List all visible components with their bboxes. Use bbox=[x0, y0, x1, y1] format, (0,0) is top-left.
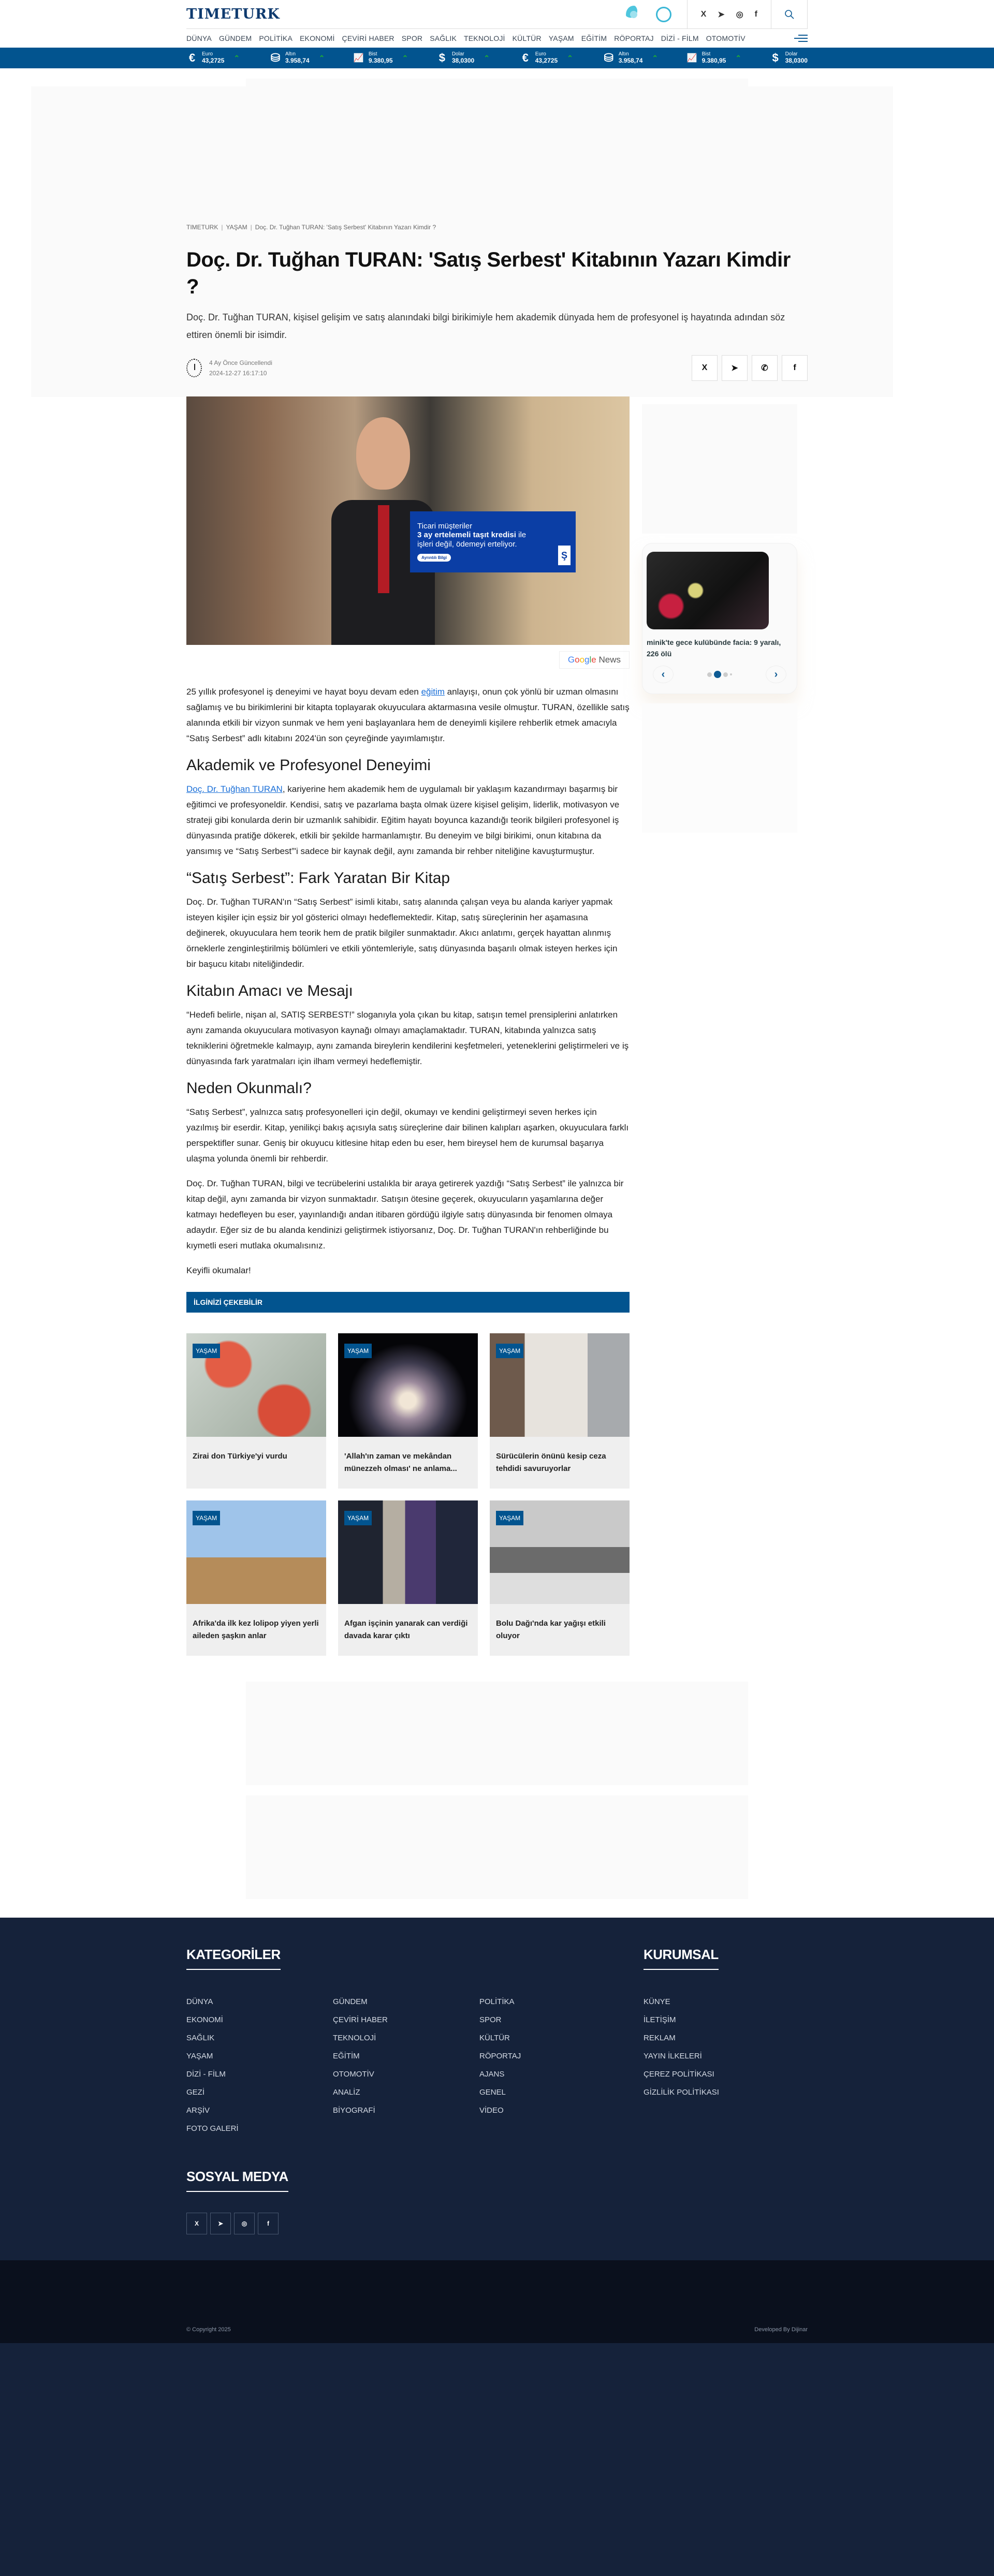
breadcrumb-separator: | bbox=[250, 224, 252, 231]
main-columns bbox=[186, 396, 808, 1656]
menu-icon-bar bbox=[794, 38, 808, 39]
slider-dot-active[interactable] bbox=[714, 671, 721, 678]
sidebar-ad-slot bbox=[642, 404, 797, 534]
footer-heading: KURUMSAL bbox=[644, 1947, 719, 1970]
ticker-item-altin bbox=[603, 51, 681, 65]
trend-up-icon: ⌃ bbox=[652, 53, 659, 62]
section-heading: Neden Okunmalı? bbox=[186, 1080, 312, 1097]
euro-icon: € bbox=[188, 51, 196, 64]
ad-details-button[interactable]: Ayrıntılı Bilgi bbox=[417, 554, 451, 562]
footer-link[interactable]: ANALİZ bbox=[333, 2088, 360, 2097]
ticker-value: 38,0300 bbox=[451, 56, 475, 64]
telegram-icon[interactable]: ➤ bbox=[718, 10, 725, 19]
nav-item-gundem[interactable]: GÜNDEM bbox=[218, 34, 252, 42]
gold-icon: ⛁ bbox=[270, 51, 281, 64]
ad-line-bold: 3 ay ertelemeli taşıt kredisi bbox=[417, 531, 516, 539]
footer-link[interactable]: EĞİTİM bbox=[333, 2052, 360, 2060]
card-image bbox=[490, 1333, 630, 1437]
slider-dot[interactable] bbox=[723, 672, 728, 677]
telegram-icon: ➤ bbox=[731, 364, 738, 373]
footer-link[interactable]: GÜNDEM bbox=[333, 1997, 368, 2006]
nav-item-politika[interactable]: POLİTİKA bbox=[259, 34, 293, 42]
footer-link[interactable]: YAŞAM bbox=[186, 2052, 213, 2060]
ticker-value: 3.958,74 bbox=[285, 56, 310, 64]
inline-banner-ad[interactable] bbox=[410, 511, 576, 572]
slider-dot[interactable] bbox=[730, 673, 732, 675]
instagram-icon[interactable]: ◎ bbox=[736, 10, 743, 19]
tv-channel-logo[interactable] bbox=[656, 7, 671, 22]
facebook-icon[interactable]: f bbox=[754, 9, 757, 19]
author-link[interactable]: Doç. Dr. Tuğhan TURAN bbox=[186, 784, 283, 794]
slider-dots bbox=[707, 671, 732, 678]
related-grid bbox=[186, 1333, 630, 1656]
share-telegram-button[interactable] bbox=[722, 355, 748, 381]
nav-item-ceviri-haber[interactable]: ÇEVİRİ HABER bbox=[342, 34, 394, 42]
card-title: 'Allah'ın zaman ve mekândan münezzeh olması' ne anlama... bbox=[344, 1452, 457, 1473]
site-footer bbox=[0, 1918, 994, 2576]
footer-link[interactable]: ÇEREZ POLİTİKASI bbox=[644, 2070, 714, 2079]
trend-up-icon: ⌃ bbox=[567, 53, 573, 62]
footer-social bbox=[186, 2169, 808, 2234]
footer-link[interactable]: GİZLİLİK POLİTİKASI bbox=[644, 2088, 719, 2097]
section-heading: “Satış Serbest”: Fark Yaratan Bir Kitap bbox=[186, 870, 450, 887]
card-title: Zirai don Türkiye'yi vurdu bbox=[193, 1452, 287, 1461]
related-card[interactable] bbox=[338, 1500, 478, 1656]
copyright: © Copyright 2025 bbox=[186, 2327, 231, 2333]
card-title: Sürücülerin önünü kesip ceza tehdidi savuruyorlar bbox=[496, 1452, 606, 1473]
card-title: Afgan işçinin yanarak can verdiği davada karar çıktı bbox=[344, 1619, 468, 1640]
footer-link[interactable]: AJANS bbox=[479, 2070, 505, 2079]
ticker-name: Bist bbox=[701, 51, 711, 57]
chart-icon: 📈 bbox=[686, 54, 697, 63]
paragraph: Doç. Dr. Tuğhan TURAN, kariyerine hem akademik hem de uygulamalı bir yaklaşım kazandırmayı başarmış bir eğitimci ve profesyoneldir. Kendisi, satış ve pazarlama başta olmak üzere kişisel gelişim, liderlik, motivasyon ve strateji gibi konularda derin bir uzmanlık sahibidir. Eğitim hayatı boyunca kazandığı teorik bilgileri profesyonel iş dünyasında pratiğe dökerek, etkili bir şekilde harmanlamıştır. Bu deneyim ve bilgi birikimi, onun kitabına da yansımış ve “Satış Serbest”'i sadece bir kaynak değil, aynı zamanda bir rehber niteliğine kavuşturmuştur. bbox=[186, 784, 620, 856]
card-image bbox=[490, 1500, 630, 1604]
footer-corporate bbox=[644, 1947, 799, 2138]
footer-link[interactable]: POLİTİKA bbox=[479, 1997, 515, 2006]
footer-main bbox=[0, 1918, 994, 2260]
footer-link[interactable]: İLETİŞİM bbox=[644, 2015, 676, 2024]
article-content bbox=[186, 396, 630, 1656]
related-card[interactable] bbox=[186, 1333, 326, 1489]
ticker-name: Euro bbox=[202, 51, 213, 57]
footer-heading: SOSYAL MEDYA bbox=[186, 2169, 288, 2192]
footer-link[interactable]: VİDEO bbox=[479, 2106, 504, 2115]
footer-link[interactable]: ARŞİV bbox=[186, 2106, 210, 2115]
breadcrumb-separator: | bbox=[221, 224, 223, 231]
bottom-ad-slot-1 bbox=[246, 1682, 748, 1785]
slider-prev-button[interactable] bbox=[653, 666, 674, 683]
footer-categories bbox=[186, 1947, 644, 2138]
footer-facebook-button[interactable] bbox=[258, 2213, 279, 2234]
ad-line: Ticari müşteriler bbox=[417, 522, 473, 531]
footer-link[interactable]: YAYIN İLKELERİ bbox=[644, 2052, 702, 2060]
content-container bbox=[186, 79, 808, 1909]
footer-link[interactable]: OTOMOTİV bbox=[333, 2070, 374, 2079]
ticker-value: 43,2725 bbox=[535, 56, 558, 64]
ticker-value: 3.958,74 bbox=[618, 56, 643, 64]
nav-item-kultur[interactable]: KÜLTÜR bbox=[512, 34, 542, 42]
search-button[interactable] bbox=[771, 0, 808, 28]
related-card[interactable] bbox=[338, 1333, 478, 1489]
category-badge: YAŞAM bbox=[496, 1344, 523, 1358]
related-heading: İLGİNİZİ ÇEKEBİLİR bbox=[186, 1292, 630, 1313]
x-icon: X bbox=[194, 2220, 199, 2227]
category-badge: YAŞAM bbox=[344, 1344, 372, 1358]
share-facebook-button[interactable] bbox=[782, 355, 808, 381]
slider-dot[interactable] bbox=[707, 672, 712, 677]
ad-line: ile bbox=[516, 531, 527, 539]
menu-icon-bar bbox=[798, 41, 808, 42]
footer-link[interactable]: KÜLTÜR bbox=[479, 2034, 510, 2042]
partner-logos bbox=[626, 0, 687, 28]
article-title: Doç. Dr. Tuğhan TURAN: 'Satış Serbest' Kitabının Yazarı Kimdir ? bbox=[186, 248, 791, 298]
chart-icon: 📈 bbox=[353, 54, 364, 63]
paragraph: Doç. Dr. Tuğhan TURAN'ın “Satış Serbest” isimli kitabı, satış alanında çalışan veya bu alanda kariyer yapmak isteyen kişiler için eşsiz bir yol gösterici olmayı hedeflemektedir. Kitap, satış süreçlerinin her aşamasına değinerek, okuyuculara hem teorik hem de pratik bilgiler sunmaktadır. Akıcı anlatımı, gerçek hayattan alınmış örneklerle zenginleştirilmiş bölümleri ve etkili yöntemleriyle, satış dünyasında başarılı olmak isteyen herkes için bir başucu kitabı niteliğindedir. bbox=[186, 897, 618, 969]
ticker-value: 9.380,95 bbox=[701, 56, 726, 64]
footer-link[interactable]: RÖPORTAJ bbox=[479, 2052, 521, 2060]
bottom-ad-slot-2 bbox=[246, 1795, 748, 1899]
related-card[interactable] bbox=[490, 1500, 630, 1656]
nav-item-dizi-film[interactable]: DİZİ - FİLM bbox=[661, 34, 699, 42]
share-x-button[interactable] bbox=[692, 355, 718, 381]
card-image bbox=[186, 1333, 326, 1437]
ticker-item-altin bbox=[270, 51, 347, 65]
main-nav bbox=[186, 29, 808, 48]
nav-item-dunya[interactable]: DÜNYA bbox=[186, 34, 212, 42]
footer-link[interactable]: REKLAM bbox=[644, 2034, 676, 2042]
breadcrumb bbox=[186, 224, 808, 231]
whatsapp-icon: ✆ bbox=[761, 364, 768, 373]
nav-items bbox=[186, 34, 746, 42]
footer-telegram-button[interactable] bbox=[210, 2213, 231, 2234]
ticker-item-euro bbox=[520, 51, 597, 65]
header-social-links bbox=[687, 0, 771, 28]
sidebar-ad-slot-lower bbox=[642, 703, 797, 833]
nav-item-yasam[interactable]: YAŞAM bbox=[548, 34, 574, 42]
share-buttons bbox=[692, 355, 808, 381]
paragraph: “Satış Serbest”, yalnızca satış profesyonelleri için değil, okumayı ve kendini geliştirmeyi seven herkes için yazılmış bir eserdir. Kitap, yenilikçi bakış açısıyla satış süreçlerine dair bilinen kalıpları aşarken, okuyuculara farklı perspektifler sunar. Geniş bir okuyucu kitlesine hitap eden bu eser, hem bireysel hem de kurumsal başarıya ulaşma yolunda önemli bir rehberdir. bbox=[186, 1107, 629, 1164]
card-title: Bolu Dağı'nda kar yağışı etkili oluyor bbox=[496, 1619, 606, 1640]
article-meta bbox=[186, 355, 808, 381]
trend-up-icon: ⌃ bbox=[484, 53, 490, 62]
ticker-name: Dolar bbox=[451, 51, 464, 57]
footer-link[interactable]: DİZİ - FİLM bbox=[186, 2070, 226, 2079]
top-ad-slot bbox=[246, 79, 748, 208]
section-heading: Kitabın Amacı ve Mesajı bbox=[186, 982, 353, 999]
trend-up-icon: ⌃ bbox=[735, 53, 742, 62]
article-hero-image bbox=[186, 396, 630, 645]
nav-item-ekonomi[interactable]: EKONOMİ bbox=[300, 34, 335, 42]
header-right bbox=[626, 0, 808, 28]
publish-date: 2024-12-27 16:17:10 bbox=[209, 370, 267, 377]
footer-link[interactable]: SPOR bbox=[479, 2015, 502, 2024]
breadcrumb-current: Doç. Dr. Tuğhan TURAN: 'Satış Serbest' Kitabının Yazarı Kimdir ? bbox=[255, 224, 436, 231]
nav-item-teknoloji[interactable]: TEKNOLOJİ bbox=[464, 34, 505, 42]
market-ticker bbox=[0, 48, 994, 68]
footer-link[interactable]: GENEL bbox=[479, 2088, 506, 2097]
slider-next-button[interactable] bbox=[766, 666, 786, 683]
footer-link[interactable]: FOTO GALERİ bbox=[186, 2124, 239, 2133]
chevron-left-icon: ‹ bbox=[661, 668, 665, 680]
paragraph: Doç. Dr. Tuğhan TURAN, bilgi ve tecrübelerini ustalıkla bir araya getirerek yazdığı “Satış Serbest” ile yalnızca bir kitap değil, aynı zamanda bir vizyon sunmaktadır. Satışın ötesine geçerek, okuyucuların yaşamlarına değer katmayı hedefleyen bu eser, yayınlandığı andan itibaren gördüğü ilgiyle satış dünyasında bir fenomen olmaya adaydır. Eğer siz de bu alanda kendinizi geliştirmek istiyorsanız, Doç. Dr. Tuğhan TURAN'ın rehberliğinde bu kıymetli eseri mutlaka okumalısınız. bbox=[186, 1179, 624, 1250]
instagram-icon: ◎ bbox=[241, 2220, 247, 2227]
ticker-value: 43,2725 bbox=[202, 56, 225, 64]
footer-link[interactable]: ÇEVİRİ HABER bbox=[333, 2015, 388, 2024]
trend-up-icon: ⌃ bbox=[233, 53, 240, 62]
ticker-name: Dolar bbox=[785, 51, 798, 57]
nav-item-spor[interactable]: SPOR bbox=[401, 34, 423, 42]
facebook-icon: f bbox=[267, 2220, 269, 2227]
footer-instagram-button[interactable] bbox=[234, 2213, 255, 2234]
breadcrumb-category[interactable]: YAŞAM bbox=[226, 224, 247, 231]
footer-link[interactable]: DÜNYA bbox=[186, 1997, 213, 2006]
footer-link[interactable]: BİYOGRAFİ bbox=[333, 2106, 375, 2115]
dollar-icon: $ bbox=[772, 51, 779, 64]
nav-item-saglik[interactable]: SAĞLIK bbox=[430, 34, 457, 42]
site-logo[interactable]: TIMETURK bbox=[186, 6, 280, 22]
dollar-icon: $ bbox=[438, 51, 445, 64]
euro-icon: € bbox=[522, 51, 529, 64]
ticker-value: 9.380,95 bbox=[368, 56, 393, 64]
footer-link[interactable]: TEKNOLOJİ bbox=[333, 2034, 376, 2042]
ticker-name: Altın bbox=[618, 51, 629, 57]
updated-label: 4 Ay Önce Güncellendi bbox=[209, 359, 272, 366]
page-body bbox=[0, 79, 994, 1909]
slide-image bbox=[647, 552, 769, 629]
section-heading: Akademik ve Profesyonel Deneyimi bbox=[186, 757, 431, 774]
footer-link[interactable]: GEZİ bbox=[186, 2088, 205, 2097]
footer-tail bbox=[0, 2343, 994, 2576]
menu-button[interactable] bbox=[794, 35, 808, 42]
footer-x-button[interactable] bbox=[186, 2213, 207, 2234]
footer-bottom-bar bbox=[0, 2260, 994, 2343]
nav-item-roportaj[interactable]: RÖPORTAJ bbox=[614, 34, 654, 42]
ticker-name: Altın bbox=[285, 51, 296, 57]
card-image bbox=[186, 1500, 326, 1604]
category-badge: YAŞAM bbox=[193, 1511, 220, 1525]
card-image bbox=[338, 1500, 478, 1604]
search-icon bbox=[784, 9, 795, 20]
site-header bbox=[0, 0, 994, 68]
ticker-item-dolar bbox=[770, 51, 808, 65]
gold-icon: ⛁ bbox=[604, 51, 613, 64]
article-lead: Doç. Dr. Tuğhan TURAN, kişisel gelişim ve satış alanındaki bilgi birikimiyle hem akademik dünyada hem de profesyonel iş hayatında adından söz ettiren önemli bir isimdir. bbox=[186, 312, 785, 340]
bank-logo: Ş bbox=[558, 546, 571, 565]
ticker-name: Bist bbox=[368, 51, 377, 57]
card-image bbox=[338, 1333, 478, 1437]
footer-heading: KATEGORİLER bbox=[186, 1947, 281, 1970]
header-top-bar bbox=[186, 0, 808, 29]
vav-tv-logo[interactable] bbox=[626, 6, 641, 23]
news-slider bbox=[642, 543, 797, 694]
article-body bbox=[186, 684, 630, 1278]
breadcrumb-home[interactable]: TIMETURK bbox=[186, 224, 218, 231]
slide-title: minik'te gece kulübünde facia: 9 yaralı, 226 ölü bbox=[647, 638, 781, 658]
ticker-item-bist bbox=[353, 52, 431, 64]
egitim-link[interactable]: eğitim bbox=[421, 687, 445, 697]
ticker-value: 38,0300 bbox=[785, 56, 808, 64]
paragraph: Keyifli okumalar! bbox=[186, 1265, 251, 1275]
facebook-icon: f bbox=[793, 363, 796, 372]
ticker-name: Euro bbox=[535, 51, 546, 57]
ad-line: işleri değil, ödemeyi erteliyor. bbox=[417, 540, 517, 549]
slider-item[interactable] bbox=[647, 552, 786, 659]
category-badge: YAŞAM bbox=[344, 1511, 372, 1525]
footer-link[interactable]: EKONOMİ bbox=[186, 2015, 223, 2024]
share-whatsapp-button[interactable] bbox=[752, 355, 778, 381]
category-badge: YAŞAM bbox=[193, 1344, 220, 1358]
related-card[interactable] bbox=[490, 1333, 630, 1489]
developer-credit[interactable]: Developed By Dijinar bbox=[754, 2327, 808, 2333]
category-badge: YAŞAM bbox=[496, 1511, 523, 1525]
x-icon: X bbox=[701, 363, 708, 372]
google-news-button[interactable]: Google News bbox=[559, 651, 630, 669]
menu-icon bbox=[798, 35, 808, 36]
footer-link[interactable]: SAĞLIK bbox=[186, 2034, 215, 2042]
trend-up-icon: ⌃ bbox=[402, 53, 408, 62]
ticker-item-euro bbox=[186, 51, 264, 65]
ticker-item-bist bbox=[686, 52, 764, 64]
card-title: Afrika'da ilk kez lolipop yiyen yerli aileden şaşkın anlar bbox=[193, 1619, 319, 1640]
related-card[interactable] bbox=[186, 1500, 326, 1656]
ticker-item-dolar bbox=[436, 51, 514, 65]
clock-icon bbox=[186, 359, 202, 377]
footer-link[interactable]: KÜNYE bbox=[644, 1997, 670, 2006]
trend-up-icon: ⌃ bbox=[318, 53, 325, 62]
sidebar bbox=[642, 396, 797, 1656]
telegram-icon: ➤ bbox=[217, 2220, 224, 2227]
chevron-right-icon: › bbox=[774, 668, 778, 680]
x-icon[interactable]: X bbox=[700, 9, 707, 19]
nav-item-otomotiv[interactable]: OTOMOTİV bbox=[706, 34, 746, 42]
paragraph: “Hedefi belirle, nişan al, SATIŞ SERBEST!” sloganıyla yola çıkan bu kitap, satışın temel prensiplerini anlatırken aynı zamanda okuyuculara motivasyon kaynağı olmayı amaçlamaktadır. TURAN, kitabında yalnızca satış tekniklerini öğretmekle kalmayıp, aynı zamanda bireylerin kendilerini keşfetmeleri, yeteneklerini geliştirmeleri ve iş dünyasında fark yaratmaları için ilham vermeyi hedeflemiştir. bbox=[186, 1010, 629, 1066]
nav-item-egitim[interactable]: EĞİTİM bbox=[581, 34, 607, 42]
paragraph: 25 yıllık profesyonel iş deneyimi ve hayat boyu devam eden eğitim anlayışı, onun çok yönlü bir uzman olmasını sağlamış ve bu birikimlerini bir kitapta toplayarak okuyuculara aktarmasına vesile olmuştur. TURAN, özellikle satış alanında etkili bir vizyon sunmak ve hem yeni başlayanlara hem de deneyimli kişilere rehberlik etmek amacıyla “Satış Serbest” adlı kitabını 2024'ün son çeyreğinde yayımlamıştır. bbox=[186, 687, 630, 743]
